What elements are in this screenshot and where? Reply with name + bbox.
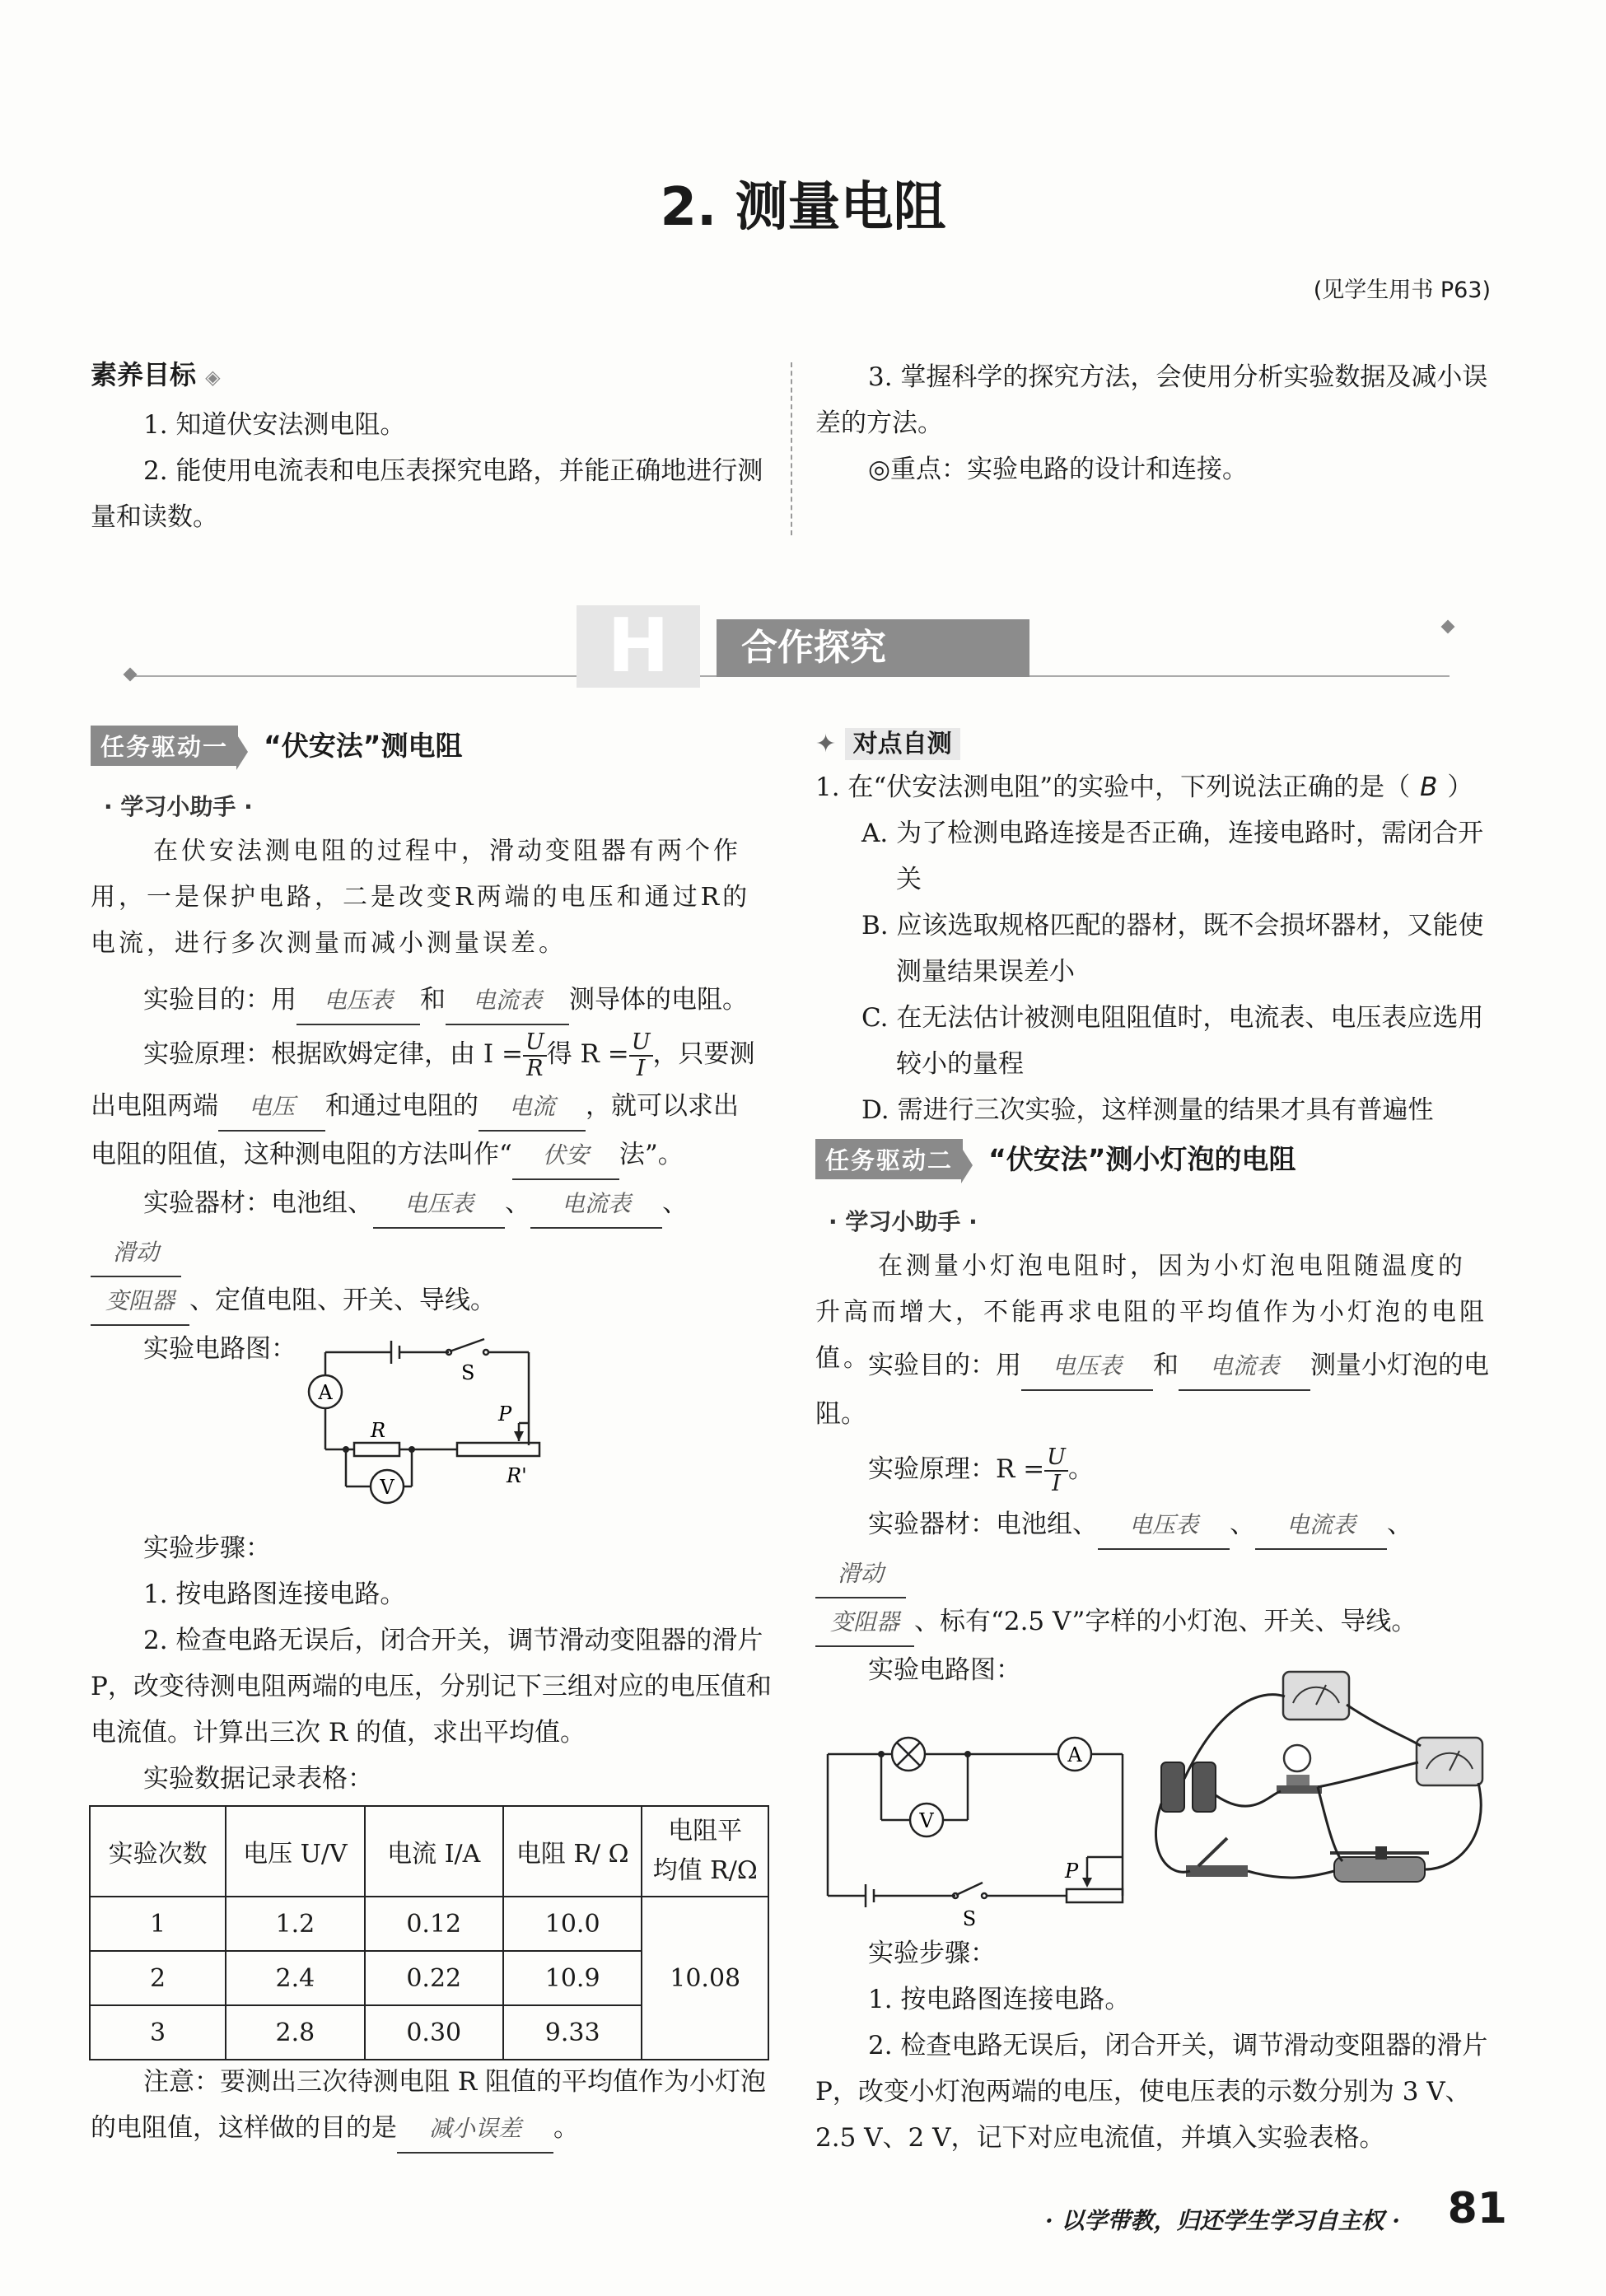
equip-suffix: 、标有“2.5 V”字样的小灯泡、开关、导线。 [914, 1607, 1417, 1636]
task1-circuit-diagram [296, 1326, 577, 1515]
arrow-icon [236, 734, 248, 770]
ammeter-device-icon [1417, 1738, 1482, 1785]
task2-helper-text: 在测量小灯泡电阻时，因为小灯泡电阻随温度的升高而增大，不能再求电阻的平均值作为小灯泡的电阻值。 [815, 1252, 1487, 1373]
blank-equip-rheostat-a: 滑动 [91, 1230, 181, 1277]
task2-circuit-label: 实验电路图： [868, 1655, 1021, 1685]
resistor-label: R [371, 1419, 386, 1442]
question-answer: B [1420, 772, 1438, 802]
question-end: ） [1447, 772, 1473, 802]
purpose-and: 和 [420, 985, 446, 1015]
table-cell: 2.4 [226, 1951, 364, 2005]
section-banner-text: 合作探究 [741, 627, 886, 669]
frac-denominator: R [526, 1055, 544, 1081]
equip-suffix: 、定值电阻、开关、导线。 [189, 1286, 496, 1315]
task1-helper [91, 789, 766, 967]
task1-helper-title: · 学习小助手 · [104, 793, 253, 820]
slider-label: P [498, 1402, 512, 1426]
page-number: 81 [1447, 2184, 1507, 2233]
table-cell: 1.2 [226, 1897, 364, 1951]
blank-voltamp: 伏安 [512, 1132, 619, 1180]
task2-principle [815, 1437, 1499, 1501]
voltmeter-device-icon [1283, 1672, 1349, 1720]
blank-reduce-error: 减小误差 [397, 2106, 553, 2154]
purpose-and: 和 [1153, 1351, 1179, 1380]
banner-dot-left [124, 668, 138, 682]
task2-header [815, 1138, 1296, 1183]
task1-circuit-label: 实验电路图： [143, 1334, 296, 1364]
task2-title: “伏安法”测小灯泡的电阻 [988, 1143, 1296, 1175]
task1-line3 [91, 1083, 774, 1132]
task1-tag: 任务驱动一 [91, 726, 238, 766]
purpose-suffix: 测导体的电阻。 [569, 985, 748, 1015]
slider-label: P [1065, 1860, 1079, 1883]
note-suffix: 。 [553, 2113, 579, 2143]
blank-equip-rheostat-b: 变阻器 [815, 1599, 914, 1647]
switch-label: S [461, 1361, 475, 1384]
line3-suffix: ，就可以求出 [586, 1091, 739, 1121]
task1-title: “伏安法”测电阻 [264, 730, 463, 762]
task1-steps [91, 1525, 774, 1802]
blank-current: 电流 [479, 1084, 586, 1132]
switch-label: S [962, 1907, 977, 1927]
task1-equipment [91, 1180, 774, 1326]
table-cell: 10.0 [503, 1897, 642, 1951]
ammeter-label: A [1067, 1743, 1082, 1766]
frac-numerator: U [629, 1030, 653, 1057]
separator: 、 [662, 1188, 688, 1218]
banner-letter-h: H [577, 605, 700, 688]
task2-tag: 任务驱动二 [815, 1139, 963, 1179]
goal-item-3: 3. 掌握科学的探究方法，会使用分析实验数据及减小误差的方法。 [815, 362, 1488, 438]
key-point [815, 446, 1499, 492]
separator: 、 [505, 1188, 530, 1218]
key-label: ◎重点： [868, 455, 968, 484]
rheostat-label: R' [507, 1464, 527, 1487]
table-cell-average: 10.08 [642, 1897, 768, 2060]
task2-purpose [815, 1342, 1499, 1437]
task2-steps-label: 实验步骤： [868, 1939, 996, 1968]
table-cell: 0.22 [365, 1951, 503, 2005]
principle-suffix: 。 [1067, 1454, 1094, 1484]
blank-equip-ammeter: 电流表 [530, 1181, 662, 1229]
voltmeter-label: V [919, 1809, 934, 1832]
goals-section [91, 354, 774, 540]
table-header-average [642, 1806, 768, 1897]
task1-helper-text: 在伏安法测电阻的过程中，滑动变阻器有两个作用，一是保护电路，二是改变R两端的电压和通过R的电流，进行多次测量而减小测量误差。 [91, 837, 751, 958]
blank-equip-voltmeter: 电压表 [373, 1181, 505, 1229]
table-header: 电阻 R/ Ω [503, 1806, 642, 1897]
task1-body [91, 977, 774, 1372]
note-prefix: 注意：要测出三次待测电阻 R 阻值的平均值作为小灯泡的电阻值，这样做的目的是 [91, 2067, 767, 2143]
fraction-u-over-i [1044, 1445, 1068, 1496]
table-cell: 10.9 [503, 1951, 642, 2005]
selftest-question [815, 764, 1499, 810]
table-cell: 9.33 [503, 2005, 642, 2060]
task1-purpose [91, 977, 774, 1025]
fraction-u-over-i [629, 1030, 653, 1081]
header-avg-line1: 电阻平 [668, 1817, 743, 1846]
option-d: D. 需进行三次实验，这样测量的结果才具有普遍性 [861, 1095, 1434, 1125]
footer-slogan: · 以学带教，归还学生学习自主权 · [1045, 2207, 1400, 2234]
purpose-prefix: 实验目的：用 [143, 985, 296, 1015]
voltmeter-label: V [380, 1476, 394, 1499]
frac-numerator: U [1044, 1445, 1068, 1472]
blank-ammeter: 电流表 [1179, 1343, 1310, 1391]
line4-suffix: 法”。 [619, 1140, 684, 1169]
diamond-icon: ◈ [205, 366, 221, 389]
table-cell: 0.30 [365, 2005, 503, 2060]
banner-dot-right [1441, 620, 1455, 634]
switch-icon [1186, 1838, 1248, 1877]
frac-denominator: I [636, 1055, 646, 1081]
selftest-heading: 对点自测 [845, 728, 960, 760]
task2-step-2: 2. 检查电路无误后，闭合开关，调节滑动变阻器的滑片 P，改变小灯泡两端的电压，使电压表的示数分别为 3 V、2.5 V、2 V，记下对应电流值，并填入实验表格。 [815, 2031, 1488, 2153]
separator: 、 [1387, 1510, 1412, 1539]
table-header: 电压 U/V [226, 1806, 364, 1897]
blank-voltmeter: 电压表 [296, 978, 420, 1025]
task1-note-text [91, 2059, 774, 2154]
task1-steps-label: 实验步骤： [143, 1533, 271, 1563]
principle-suffix: ，只要测 [652, 1039, 755, 1069]
principle-mid: 得 R = [546, 1039, 629, 1069]
goals-heading: 素养目标 [91, 359, 197, 390]
blank-equip-rheostat-a: 滑动 [815, 1551, 906, 1598]
table-header: 实验次数 [90, 1806, 226, 1897]
page-title: 2. 测量电阻 [660, 177, 946, 238]
blank-voltage: 电压 [218, 1084, 325, 1132]
task2-steps [815, 1930, 1499, 2161]
goal-item-1: 1. 知道伏安法测电阻。 [143, 410, 406, 440]
option-a: A. 为了检测电路连接是否正确，连接电路时，需闭合开关 [861, 819, 1484, 894]
blank-voltmeter: 电压表 [1021, 1343, 1153, 1391]
table-cell: 3 [90, 2005, 226, 2060]
task1-step-1: 1. 按电路图连接电路。 [143, 1580, 406, 1609]
equip-prefix: 实验器材：电池组、 [143, 1188, 373, 1218]
task1-line4 [91, 1132, 774, 1180]
task2-circuit-diagram [819, 1713, 1132, 1927]
task2-body [815, 1342, 1499, 1693]
book-reference: (见学生用书 P63) [1313, 278, 1491, 303]
table-cell: 2.8 [226, 2005, 364, 2060]
arrow-icon [961, 1147, 973, 1183]
light-bulb-icon [1277, 1745, 1322, 1794]
task1-header [91, 725, 463, 770]
table-cell: 1 [90, 1897, 226, 1951]
fraction-u-over-r [523, 1030, 547, 1081]
key-text: 实验电路的设计和连接。 [967, 455, 1249, 484]
purpose-prefix: 实验目的：用 [868, 1351, 1021, 1380]
goal-item-2: 2. 能使用电流表和电压表探究电路，并能正确地进行测量和读数。 [91, 456, 763, 532]
separator: 、 [1230, 1510, 1255, 1539]
question-text: 1. 在“伏安法测电阻”的实验中，下列说法正确的是（ [815, 772, 1411, 802]
task2-equipment [815, 1501, 1499, 1647]
task1-note [91, 2059, 774, 2154]
table-cell: 0.12 [365, 1897, 503, 1951]
option-b: B. 应该选取规格匹配的器材，既不会损坏器材，又能使测量结果误差小 [861, 911, 1484, 987]
blank-equip-voltmeter: 电压表 [1098, 1502, 1230, 1550]
section-banner [717, 619, 1029, 677]
header-avg-line2: 均值 R/Ω [652, 1856, 758, 1885]
star-icon: ✦ [815, 730, 837, 758]
data-table [89, 1805, 769, 2060]
principle-prefix: 实验原理：R = [868, 1454, 1045, 1484]
line3-prefix: 出电阻两端 [91, 1091, 218, 1121]
task2-step-1: 1. 按电路图连接电路。 [868, 1985, 1131, 2014]
option-c: C. 在无法估计被测电阻阻值时，电流表、电压表应选用较小的量程 [861, 1003, 1484, 1079]
apparatus-illustration [1145, 1655, 1499, 1902]
frac-numerator: U [523, 1030, 547, 1057]
table-cell: 2 [90, 1951, 226, 2005]
task2-helper-title: · 学习小助手 · [829, 1208, 978, 1235]
task1-principle [91, 1025, 774, 1083]
blank-equip-rheostat-b: 变阻器 [91, 1278, 189, 1326]
table-header: 电流 I/A [365, 1806, 503, 1897]
purpose-suffix: 测量小灯泡的电阻。 [815, 1351, 1489, 1429]
column-divider [791, 362, 792, 535]
goals-section-right [815, 354, 1499, 492]
selftest [815, 723, 1499, 1133]
blank-equip-ammeter: 电流表 [1255, 1502, 1387, 1550]
blank-ammeter: 电流表 [446, 978, 569, 1025]
task1-step-2: 2. 检查电路无误后，闭合开关，调节滑动变阻器的滑片 P，改变待测电阻两端的电压，分别记下三组对应的电压值和电流值。计算出三次 R 的值，求出平均值。 [91, 1626, 772, 1748]
equip-prefix: 实验器材：电池组、 [868, 1510, 1098, 1539]
rheostat-icon [1330, 1846, 1429, 1882]
line4-prefix: 电阻的阻值，这种测电阻的方法叫作“ [91, 1140, 512, 1169]
task1-table-label: 实验数据记录表格： [143, 1764, 373, 1794]
line3-mid: 和通过电阻的 [325, 1091, 479, 1121]
frac-denominator: I [1052, 1470, 1061, 1496]
principle-prefix: 实验原理：根据欧姆定律，由 I = [143, 1039, 523, 1069]
ammeter-label: A [318, 1381, 333, 1404]
